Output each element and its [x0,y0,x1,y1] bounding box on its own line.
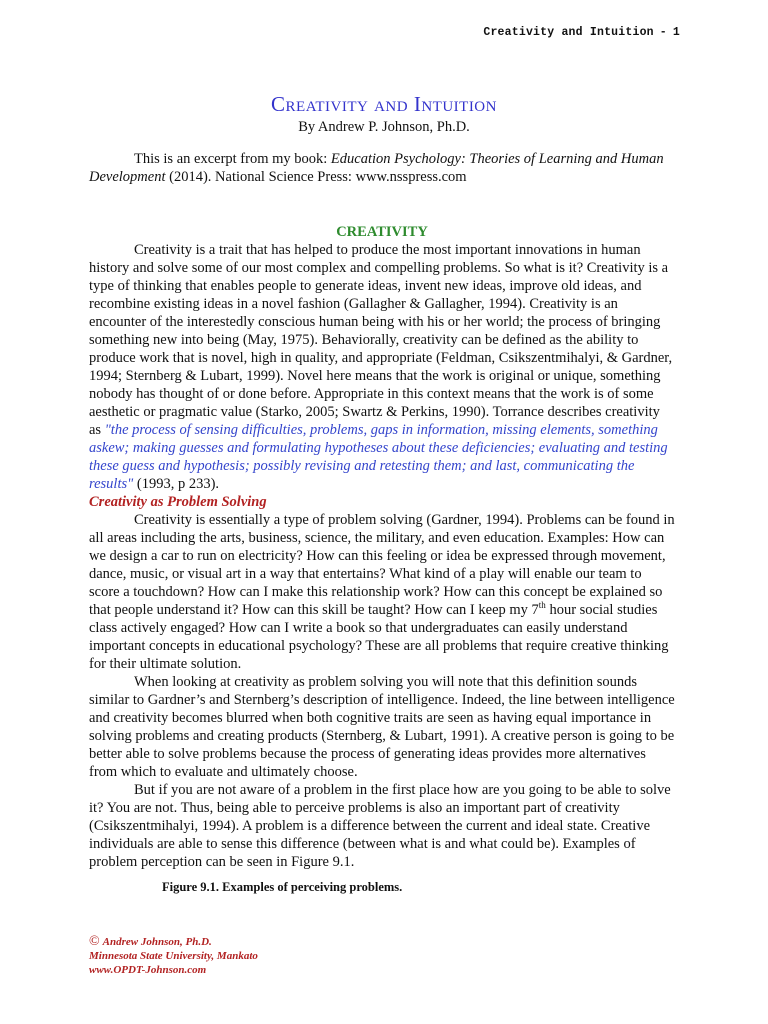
copyright-symbol: © [89,934,100,949]
paragraph-problem-solving-text-b: hour social studies class actively engaged? How can I write a book so that undergraduates can easily understand important concepts in educational psychology? These are all problems that require creative thinking for their ultimate solution. [89,602,669,672]
footer [89,935,258,977]
figure-caption: Figure 9.1. Examples of perceiving problems. [162,880,403,894]
excerpt-note [89,150,675,186]
paragraph-problem-solving [89,511,675,673]
excerpt-prefix: This is an excerpt from my book: [134,151,331,167]
torrance-quote: "the process of sensing difficulties, problems, gaps in information, missing elements, something askew; making guesses and formulating hypotheses about these deficiencies; evaluating and testing these guess and hypothesis; possibly revising and retesting them; and last, communicating the results" [89,422,668,492]
paragraph-problem-solving-text-a: Creativity is essentially a type of problem solving (Gardner, 1994). Problems can be found in all areas including the arts, business, science, the military, and even education. Examples: How can we design a car to run on electricity? How can this feeling or idea be expressed through movement, dance, music, or visual art in a way that entertains? What kind of a play will enable our team to score a touchdown? How can I make this relationship work? How can this concept be explained so that people understand it? How can this skill be taught? How can I keep my 7 [89,512,675,618]
document-body [89,150,675,871]
footer-institution: Minnesota State University, Mankato [89,950,258,962]
quote-citation: (1993, p 233). [133,476,220,492]
running-header [483,26,680,39]
header-separator: - [659,26,667,39]
subheading: Creativity as Problem Solving [89,494,267,510]
book-title: Education Psychology: Theories of Learning and Human Development [89,151,664,185]
paragraph-intelligence: When looking at creativity as problem solving you will note that this definition sounds similar to Gardner’s and Sternberg’s description of intelligence. Indeed, the line between intelligence and creativity becomes blurred when both cognitive traits are seen as having equal importance in solving problems and creating products (Sternberg, & Lubart, 1991). A creative person is going to be better able to solve problems because the process of generating ideas provides more alternatives from which to evaluate and ultimately choose. [89,674,675,780]
excerpt-suffix: (2014). National Science Press: www.nsspress.com [165,169,467,185]
running-title: Creativity and Intuition [483,26,654,39]
paragraph-definition-text: Creativity is a trait that has helped to produce the most important innovations in human history and solve some of our most complex and compelling problems. So what is it? Creativity is a type of thinking that enables people to generate ideas, invent new ideas, improve old ideas, and recombine existing ideas in a novel fashion (Gallagher & Gallagher, 1994). Creativity is an encounter of the interestedly conscious human being with his or her world; the process of bringing something new into being (May, 1975). Behaviorally, creativity can be defined as the ability to produce work that is novel, high in quality, and appropriate (Feldman, Csikszentmihalyi, & Gardner, 1994; Sternberg & Lubart, 1999). Novel here means that the work is original or unique, something nobody has thought of or done before. Appropriate in this context means that the work is of some aesthetic or pragmatic value (Starko, 2005; Swartz & Perkins, 1990). Torrance describes creativity as [89,242,673,438]
paragraph-definition [89,241,675,493]
footer-website: www.OPDT-Johnson.com [89,964,207,976]
footer-author-line [89,935,258,949]
document-title: Creativity and Intuition [271,92,497,116]
byline: By Andrew P. Johnson, Ph.D. [298,119,470,135]
paragraph-perception: But if you are not aware of a problem in the first place how are you going to be able to solve it? You are not. Thus, being able to perceive problems is also an important part of creativity (Csikszentmihalyi, 1994). A problem is a difference between the current and ideal state. Creative individuals are able to sense this difference (between what is and what could be). Examples of problem perception can be seen in Figure 9.1. [89,782,671,870]
page-number: 1 [672,26,680,39]
ordinal-superscript: th [538,600,546,611]
section-heading: CREATIVITY [336,224,428,240]
footer-author: Andrew Johnson, Ph.D. [102,936,212,948]
